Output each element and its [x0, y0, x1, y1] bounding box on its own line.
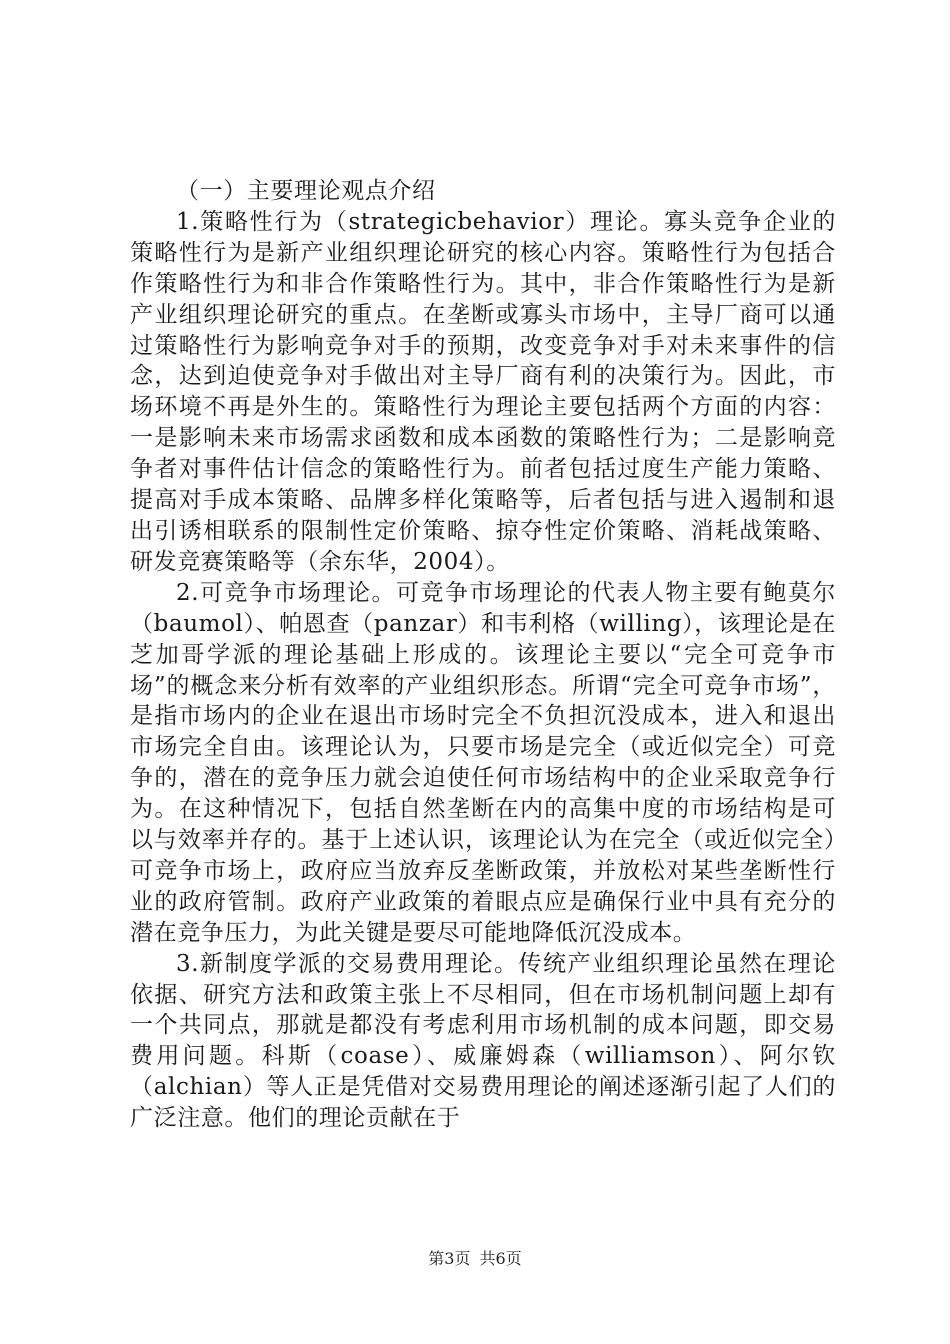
- total-pages: 共6页: [479, 1249, 522, 1268]
- page-number: 第3页: [428, 1249, 471, 1268]
- paragraph-strategic-behavior: 1.策略性行为（strategicbehavior）理论。寡头竞争企业的策略性行为是新产业组织理论研究的核心内容。策略性行为包括合作策略性行为和非合作策略性行为。其中，非合作策略性行为是新产业组织理论研究的重点。在垄断或寡头市场中，主导厂商可以通过策略性行为影响竞争对手的预期，改变竞争对手对未来事件的信念，达到迫使竞争对手做出对主导厂商有利的决策行为。因此，市场环境不再是外生的。策略性行为理论主要包括两个方面的内容：一是影响未来市场需求函数和成本函数的策略性行为；二是影响竞争者对事件估计信念的策略性行为。前者包括过度生产能力策略、提高对手成本策略、品牌多样化策略等，后者包括与进入遏制和退出引诱相联系的限制性定价策略、掠夺性定价策略、消耗战策略、研发竞赛策略等（余东华，2004）。: [130, 208, 836, 575]
- document-body: [130, 176, 836, 1134]
- paragraph-contestable-market: 2.可竞争市场理论。可竞争市场理论的代表人物主要有鲍莫尔（baumol）、帕恩查（panzar）和韦利格（willing），该理论是在芝加哥学派的理论基础上形成的。该理论主要以“完全可竞争市场”的概念来分析有效率的产业组织形态。所谓“完全可竞争市场”，是指市场内的企业在退出市场时完全不负担沉没成本，进入和退出市场完全自由。该理论认为，只要市场是完全（或近似完全）可竞争的，潜在的竞争压力就会迫使任何市场结构中的企业采取竞争行为。在这种情况下，包括自然垄断在内的高集中度的市场结构是可以与效率并存的。基于上述认识，该理论认为在完全（或近似完全）可竞争市场上，政府应当放弃反垄断政策，并放松对某些垄断性行业的政府管制。政府产业政策的着眼点应是确保行业中具有充分的潜在竞争压力，为此关键是要尽可能地降低沉没成本。: [130, 579, 836, 946]
- page-footer: [0, 1246, 950, 1269]
- section-heading: （一）主要理论观点介绍: [176, 178, 436, 204]
- paragraph-transaction-cost: 3.新制度学派的交易费用理论。传统产业组织理论虽然在理论依据、研究方法和政策主张上不尽相同，但在市场机制问题上却有一个共同点，那就是都没有考虑利用市场机制的成本问题，即交易费用问题。科斯（coase）、威廉姆森（williamson）、阿尔钦（alchian）等人正是凭借对交易费用理论的阐述逐渐引起了人们的广泛注意。他们的理论贡献在于: [130, 950, 836, 1132]
